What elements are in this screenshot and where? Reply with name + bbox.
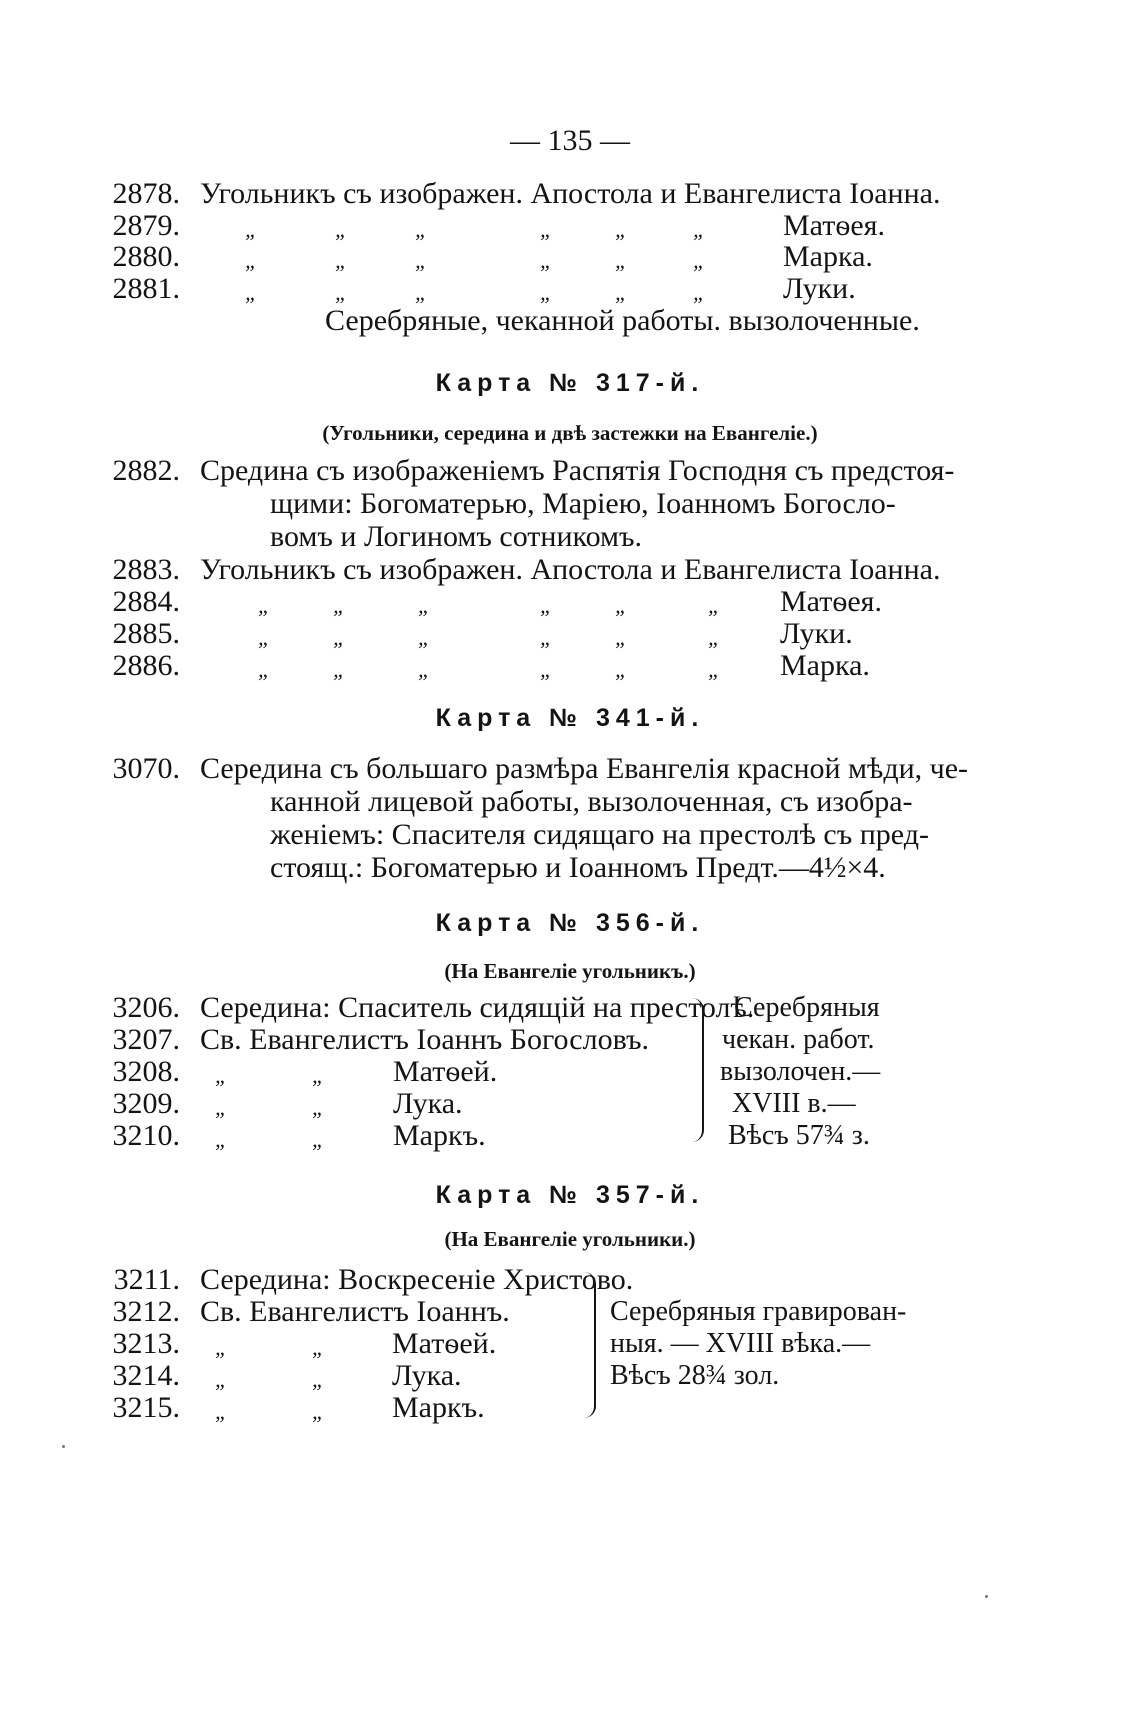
item-number: 3215.	[112, 1391, 180, 1424]
ditto-mark: „	[258, 657, 271, 682]
ditto-mark: „	[335, 248, 348, 273]
item-number: 3206.	[112, 991, 180, 1024]
ditto-mark: „	[415, 248, 428, 273]
section-subheading: (На Евангеліе угольники.)	[444, 1227, 696, 1251]
item-text: Середина съ большаго размѣра Евангелія красной мѣди, че-	[200, 752, 969, 785]
item-number: 3213.	[112, 1327, 180, 1360]
item-text: Середина: Воскресеніе Христово.	[200, 1263, 634, 1296]
item-text-continued: вомъ и Логиномъ сотникомъ.	[270, 520, 642, 553]
section-heading: Карта № 356-й.	[435, 909, 705, 937]
page-number: — 135 —	[510, 124, 630, 157]
ditto-mark: „	[312, 1335, 325, 1360]
ditto-mark: „	[540, 593, 553, 618]
item-name: Луки.	[780, 617, 853, 650]
item-number: 3210.	[112, 1119, 180, 1152]
ditto-mark: „	[418, 657, 431, 682]
item-name: Матѳей.	[392, 1327, 497, 1360]
side-note-line: вызолочен.—	[720, 1056, 881, 1087]
ditto-mark: „	[333, 625, 346, 650]
item-number: 3211.	[113, 1263, 180, 1296]
item-number: 3212.	[112, 1295, 180, 1328]
ditto-mark: „	[258, 625, 271, 650]
item-text: Св. Евангелистъ Іоаннъ Богословъ.	[200, 1023, 650, 1056]
item-number: 3214.	[112, 1359, 180, 1392]
ditto-mark: „	[415, 217, 428, 242]
ditto-mark: „	[312, 1063, 325, 1088]
item-text-continued: стоящ.: Богоматерью и Іоанномъ Предт.—4½×4.	[270, 851, 886, 884]
ditto-mark: „	[312, 1367, 325, 1392]
item-name: Лука.	[392, 1359, 462, 1392]
ditto-mark: „	[215, 1367, 228, 1392]
item-name: Матѳея.	[780, 585, 882, 618]
ditto-mark: „	[693, 217, 706, 242]
side-note-line: ныя. — XVIII вѣка.—	[610, 1328, 871, 1359]
ditto-mark: „	[333, 593, 346, 618]
item-number: 3207.	[112, 1023, 180, 1056]
item-number: 3209.	[112, 1087, 180, 1120]
side-note-line: чекан. работ.	[722, 1024, 875, 1055]
ditto-mark: „	[335, 217, 348, 242]
item-number: 3070.	[112, 752, 180, 785]
ditto-mark: „	[333, 657, 346, 682]
ditto-mark: „	[312, 1095, 325, 1120]
item-text: Средина съ изображеніемъ Распятія Господня съ предстоя-	[200, 454, 955, 487]
ditto-mark: „	[258, 593, 271, 618]
ditto-mark: „	[615, 248, 628, 273]
ditto-mark: „	[693, 280, 706, 305]
item-name: Маркъ.	[392, 1391, 485, 1424]
item-text: Середина: Спаситель сидящій на престолѣ.	[200, 991, 755, 1024]
ditto-mark: „	[615, 625, 628, 650]
ditto-mark: „	[708, 657, 721, 682]
item-text-continued: канной лицевой работы, вызолоченная, съ изобра-	[270, 785, 913, 818]
item-name: Матѳея.	[783, 209, 885, 242]
ditto-mark: „	[245, 217, 258, 242]
item-number: 2885.	[112, 617, 180, 650]
ditto-mark: „	[245, 280, 258, 305]
side-note-line: Вѣсъ 28¾ зол.	[610, 1360, 780, 1391]
paper-speck	[985, 1595, 988, 1598]
item-number: 2882.	[112, 454, 180, 487]
side-note-line: Вѣсъ 57¾ з.	[728, 1120, 870, 1151]
section-heading: Карта № 357-й.	[435, 1181, 705, 1209]
ditto-mark: „	[215, 1335, 228, 1360]
ditto-mark: „	[540, 625, 553, 650]
item-name: Маркъ.	[393, 1119, 486, 1152]
ditto-mark: „	[615, 280, 628, 305]
grouping-brace	[690, 998, 704, 1142]
paper-speck	[62, 1445, 65, 1448]
ditto-mark: „	[708, 593, 721, 618]
ditto-mark: „	[418, 625, 431, 650]
section-note: Серебряные, чеканной работы. вызолоченные.	[325, 304, 920, 337]
ditto-mark: „	[540, 217, 553, 242]
ditto-mark: „	[615, 593, 628, 618]
ditto-mark: „	[540, 280, 553, 305]
grouping-brace	[580, 1272, 596, 1418]
ditto-mark: „	[693, 248, 706, 273]
item-text: Св. Евангелистъ Іоаннъ.	[200, 1295, 510, 1328]
item-number: 2881.	[112, 272, 180, 305]
item-number: 2884.	[112, 585, 180, 618]
item-name: Марка.	[783, 240, 873, 273]
item-number: 2878.	[112, 177, 180, 210]
item-text: Угольникъ съ изображен. Апостола и Евангелиста Іоанна.	[200, 553, 941, 586]
item-number: 2886.	[112, 649, 180, 682]
item-text: Угольникъ съ изображен. Апостола и Евангелиста Іоанна.	[200, 177, 941, 210]
ditto-mark: „	[312, 1127, 325, 1152]
ditto-mark: „	[615, 217, 628, 242]
side-note-line: Серебряныя гравирован-	[610, 1296, 907, 1327]
ditto-mark: „	[615, 657, 628, 682]
ditto-mark: „	[415, 280, 428, 305]
ditto-mark: „	[540, 248, 553, 273]
item-number: 2880.	[112, 240, 180, 273]
ditto-mark: „	[215, 1127, 228, 1152]
section-subheading: (Угольники, середина и двѣ застежки на Евангеліе.)	[322, 421, 818, 445]
ditto-mark: „	[215, 1063, 228, 1088]
ditto-mark: „	[418, 593, 431, 618]
item-name: Луки.	[783, 272, 856, 305]
ditto-mark: „	[708, 625, 721, 650]
side-note-line: XVIII в.—	[732, 1088, 856, 1119]
item-number: 2883.	[112, 553, 180, 586]
ditto-mark: „	[312, 1399, 325, 1424]
ditto-mark: „	[215, 1399, 228, 1424]
item-name: Матѳей.	[393, 1055, 498, 1088]
section-heading: Карта № 317-й.	[435, 369, 705, 397]
item-name: Лука.	[393, 1087, 463, 1120]
section-heading: Карта № 341-й.	[435, 704, 705, 732]
ditto-mark: „	[540, 657, 553, 682]
section-subheading: (На Евангеліе угольникъ.)	[444, 959, 696, 983]
item-name: Марка.	[780, 649, 870, 682]
item-number: 2879.	[112, 209, 180, 242]
item-text-continued: щими: Богоматерью, Маріею, Іоанномъ Богосло-	[270, 487, 896, 520]
item-number: 3208.	[112, 1055, 180, 1088]
ditto-mark: „	[245, 248, 258, 273]
ditto-mark: „	[335, 280, 348, 305]
side-note-line: Серебряныя	[734, 992, 880, 1023]
item-text-continued: женіемъ: Спасителя сидящаго на престолѣ съ пред-	[270, 818, 929, 851]
ditto-mark: „	[215, 1095, 228, 1120]
